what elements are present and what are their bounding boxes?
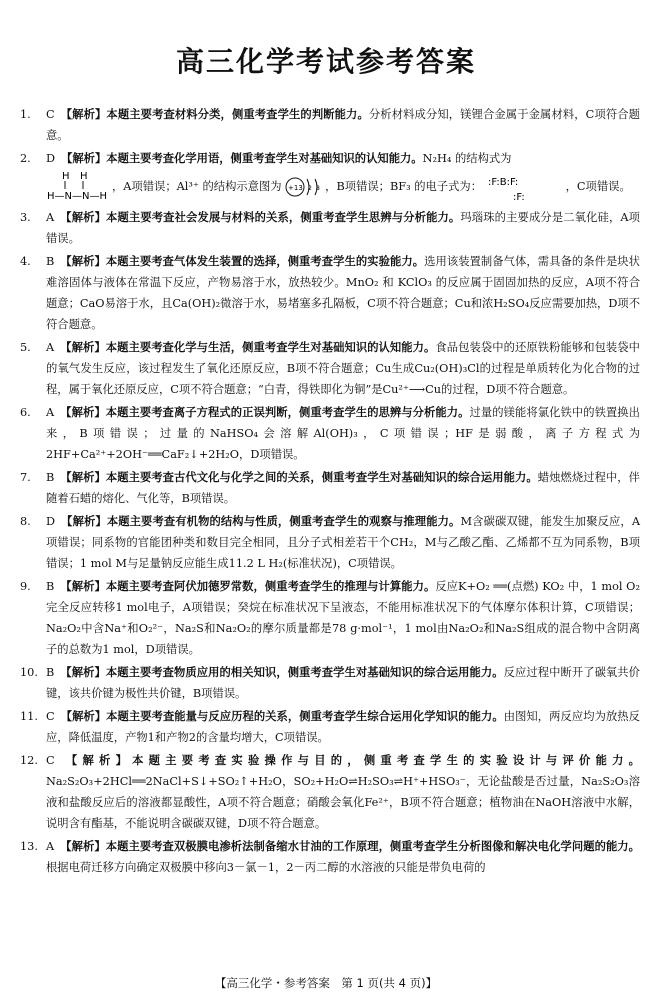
item-number: 13.	[20, 840, 38, 853]
item-focus: 本题主要考查离子方程式的正误判断，侧重考查学生的思辨与分析能力。	[105, 406, 470, 419]
svg-text:8: 8	[316, 185, 320, 192]
item-number: 8.	[20, 515, 31, 528]
analysis-tag: 【解析】	[60, 471, 106, 484]
item-focus: 本题主要考查物质应用的相关知识，侧重考查学生对基础知识的综合运用能力。	[105, 666, 504, 679]
item-answer: B	[46, 666, 55, 679]
answer-item-3	[20, 207, 640, 249]
svg-text::F:: :F:	[512, 192, 525, 203]
item-focus: 本题主要考查有机物的结构与性质，侧重考查学生的观察与推理能力。	[106, 515, 461, 528]
analysis-tag: 【解析】	[60, 710, 107, 723]
item-number: 7.	[20, 471, 31, 484]
analysis-tag: 【解析】	[61, 515, 107, 528]
item-explanation: 过量的镁能将氯化铁中的铁置换出来，B项错误；过量的NaHSO₄会溶解Al(OH)₃，C项错误；HF是弱酸，离子方程式为2HF+Ca²⁺+2OH⁻══CaF₂↓+2H₂O，D项错误。	[46, 406, 640, 461]
answer-item-5	[20, 337, 640, 400]
answer-item-2	[20, 148, 640, 205]
answer-item-11	[20, 706, 640, 748]
item-focus: 本题主要考查材料分类，侧重考查学生的判断能力。	[106, 108, 369, 121]
page-title: 高三化学考试参考答案	[175, 45, 476, 78]
item-number: 6.	[20, 406, 31, 419]
item-explanation: 选用该装置制备气体，需具备的条件是块状难溶固体与液体在常温下反应，产物易溶于水，放热较少。MnO₂ 和 KClO₃ 的反应属于固固加热的反应，A项不符合题意；CaO易溶于水，且Ca(OH)₂微溶于水，易堵塞多孔隔板，C项不符合题意；Cu和浓H₂SO₄反应需要加热，D项不符合题意。	[46, 255, 640, 331]
analysis-tag: 【解析】	[60, 108, 107, 121]
item-answer: B	[46, 471, 55, 484]
item-answer: B	[46, 580, 55, 593]
item-explanation: 食品包装袋中的还原铁粉能够和包装袋中的氧气发生反应，该过程发生了氧化还原反应，B项不符合题意；Cu生成Cu₂(OH)₃Cl的过程是单质转化为化合物的过程，属于氧化还原反应，C项不符合题意；“白青，得铁即化为铜”是Cu²⁺⟶Cu的过程，D项不符合题意。	[46, 341, 640, 396]
item-explanation: 玛瑙珠的主要成分是二氧化硅，A项错误。	[46, 211, 640, 245]
answer-item-6	[20, 402, 640, 465]
item-explanation: 反应K+O₂ ══(点燃) KO₂ 中，1 mol O₂完全反应转移1 mol电子，A项错误；癸烷在标准状况下呈液态，不能用标准状况下的气体摩尔体积计算，C项错误；Na₂O₂中含Na⁺和O₂²⁻，Na₂S和Na₂O₂的摩尔质量都是78 g·mol⁻¹，1 mol由Na₂O₂和Na₂S组成的混合物中含阴离子的总数为1 mol，D项错误。	[46, 580, 640, 656]
answer-item-8	[20, 511, 640, 574]
item-answer: A	[46, 840, 55, 853]
item-number: 4.	[20, 255, 31, 268]
item-number: 1.	[20, 108, 31, 121]
answer-item-7	[20, 467, 640, 509]
item-answer: A	[46, 211, 55, 224]
n2h4-structure-diagram	[46, 169, 112, 205]
item-explanation: 蜡烛燃烧过程中，伴随着石蜡的熔化、气化等，B项错误。	[46, 471, 640, 505]
item-answer: B	[46, 255, 55, 268]
item-explanation: Na₂S₂O₃+2HCl══2NaCl+S↓+SO₂↑+H₂O，SO₂+H₂O⇌H₂SO₃⇌H⁺+HSO₃⁻，无论盐酸是否过量，Na₂S₂O₃溶液和盐酸反应后的溶液都显酸性，A项不符合题意；硝酸会氧化Fe²⁺，B项不符合题意；植物油在NaOH溶液中水解，说明含有酯基，不能说明含碳碳双键，D项不符合题意。	[46, 775, 640, 830]
item-focus: 本题主要考查化学与生活，侧重考查学生对基础知识的认知能力。	[105, 341, 436, 354]
analysis-tag: 【解析】	[60, 840, 106, 853]
al-ion-structure-diagram	[285, 173, 325, 201]
analysis-tag: 【解析】	[61, 152, 107, 165]
item-explanation: 反应过程中断开了碳氧共价键，该共价键为极性共价键，B项错误。	[46, 666, 640, 700]
item-answer: C	[46, 108, 55, 121]
answer-item-1	[20, 104, 640, 146]
item-answer: A	[46, 406, 55, 419]
analysis-tag: 【解析】	[60, 754, 133, 767]
answer-item-9	[20, 576, 640, 660]
item-number: 12.	[20, 754, 38, 767]
item-answer: C	[46, 710, 55, 723]
svg-text::F:B:F:: :F:B:F:	[487, 177, 518, 188]
item-answer: D	[46, 152, 56, 165]
item-explanation: 由图知，两反应均为放热反应，降低温度，产物1和产物2的含量均增大，C项错误。	[46, 710, 640, 744]
analysis-tag: 【解析】	[60, 255, 106, 268]
item-focus: 本题主要考查社会发展与材料的关系，侧重考查学生思辨与分析能力。	[106, 211, 461, 224]
bf3-electron-diagram	[486, 169, 566, 205]
analysis-tag: 【解析】	[60, 211, 107, 224]
item-explanation-2: ，A项错误；Al³⁺ 的结构示意图为	[112, 180, 282, 193]
answer-item-12	[20, 750, 640, 834]
analysis-tag: 【解析】	[60, 580, 106, 593]
item-explanation: 分析材料成分知，镁锂合金属于金属材料，C项符合题意。	[46, 108, 640, 142]
item-focus: 本题主要考查阿伏加德罗常数，侧重考查学生的推理与计算能力。	[105, 580, 436, 593]
item-explanation-3: ，B项错误；BF₃ 的电子式为：	[325, 180, 482, 193]
item-explanation: N₂H₄ 的结构式为	[422, 152, 512, 165]
item-number: 2.	[20, 152, 31, 165]
answer-item-10	[20, 662, 640, 704]
svg-text:H: H	[62, 171, 70, 182]
page-footer: 【高三化学・参考答案 第 1 页(共 4 页)】	[214, 976, 438, 990]
item-number: 5.	[20, 341, 31, 354]
item-answer: D	[46, 515, 56, 528]
item-number: 10.	[20, 666, 38, 679]
answer-item-4	[20, 251, 640, 335]
svg-text:H: H	[80, 171, 88, 182]
item-focus: 本题主要考查能量与反应历程的关系，侧重考查学生综合运用化学知识的能力。	[106, 710, 504, 723]
item-focus: 本题主要考查化学用语，侧重考查学生对基础知识的认知能力。	[106, 152, 423, 165]
analysis-tag: 【解析】	[60, 666, 106, 679]
answer-item-13	[20, 836, 640, 878]
item-explanation: M含碳碳双键，能发生加聚反应，A项错误；同系物的官能团种类和数目完全相同，且分子式相差若干个CH₂，M与乙酸乙酯、乙烯都不互为同系物，B项错误；1 mol M与足量钠反应能生成11.2 L H₂(标准状况)，C项错误。	[46, 515, 640, 570]
svg-text:2: 2	[308, 185, 312, 192]
item-focus: 本题主要考查古代文化与化学之间的关系，侧重考查学生对基础知识的综合运用能力。	[105, 471, 538, 484]
item-answer: C	[46, 754, 55, 767]
item-explanation-4: ，C项错误。	[565, 180, 631, 193]
item-number: 3.	[20, 211, 31, 224]
item-explanation: 根据电荷迁移方向确定双极膜中移向3－氯－1，2－丙二醇的水溶液的只能是带负电荷的	[46, 861, 486, 874]
answer-list	[20, 104, 640, 880]
item-focus: 本题主要考查实验操作与目的，侧重考查学生的实验设计与评价能力。	[132, 754, 640, 767]
item-number: 11.	[20, 710, 38, 723]
item-answer: A	[46, 341, 55, 354]
item-focus: 本题主要考查气体发生装置的选择，侧重考查学生的实验能力。	[105, 255, 425, 268]
item-focus: 本题主要考查双极膜电渗析法制备缩水甘油的工作原理，侧重考查学生分析图像和解决电化学问题的能力。	[105, 840, 640, 853]
item-number: 9.	[20, 580, 31, 593]
analysis-tag: 【解析】	[60, 341, 106, 354]
svg-text:H—N—N—H: H—N—N—H	[47, 191, 107, 202]
svg-text:+13: +13	[288, 184, 303, 192]
analysis-tag: 【解析】	[60, 406, 106, 419]
